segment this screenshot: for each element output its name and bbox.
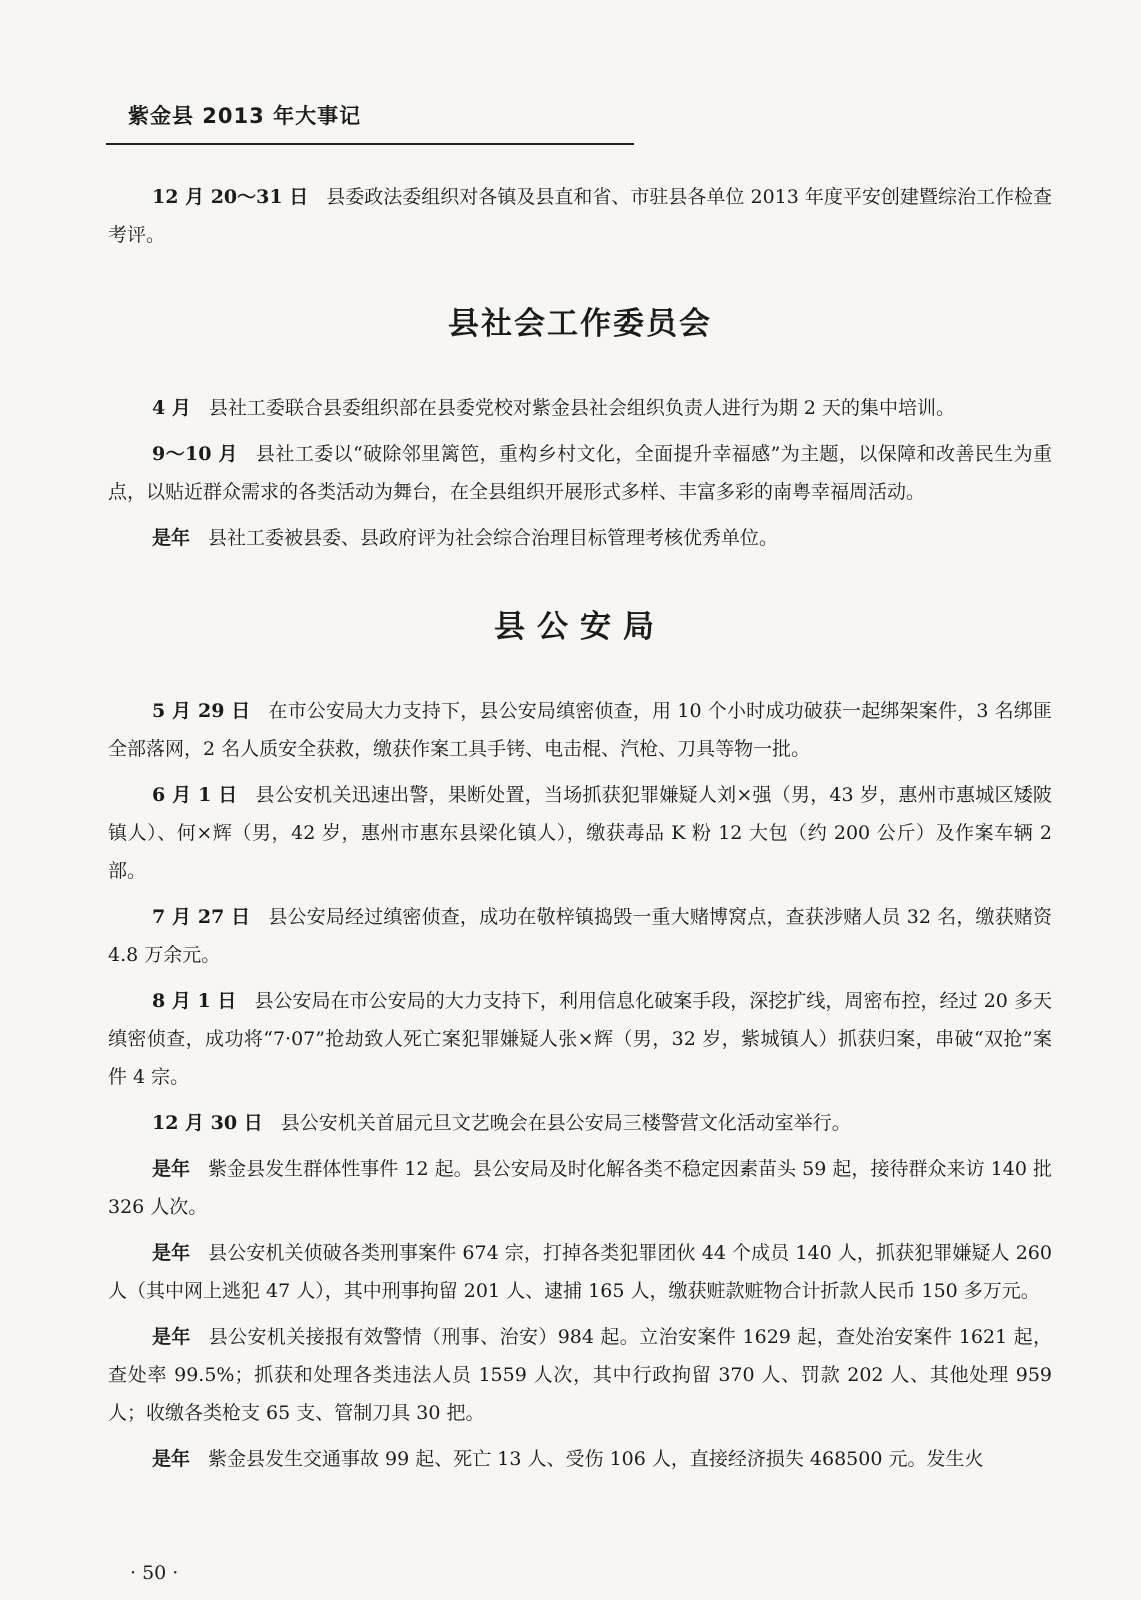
page-number: · 50 · bbox=[130, 1562, 179, 1584]
section-heading: 县社会工作委员会 bbox=[448, 306, 712, 342]
page-content bbox=[108, 178, 1052, 1486]
entry-text: 县公安机关接报有效警情（刑事、治安）984 起。立治安案件 1629 起，查处治安案件 1621 起，查处率 99.5%；抓获和处理各类违法人员 1559 人次，其中行政拘留 370 人、罚款 202 人、其他处理 959 人；收缴各类枪支 65 支、管制刀具 30 把。 bbox=[108, 1326, 1052, 1424]
chronicle-entry bbox=[108, 389, 1052, 427]
header-rule bbox=[106, 143, 634, 145]
entry-date: 是年 bbox=[152, 527, 191, 549]
entry-date: 9～10 月 bbox=[152, 443, 238, 465]
chronicle-entry bbox=[108, 519, 1052, 557]
entry-text: 县社工委被县委、县政府评为社会综合治理目标管理考核优秀单位。 bbox=[208, 527, 779, 549]
entry-date: 12 月 20～31 日 bbox=[152, 186, 309, 208]
chronicle-entry bbox=[108, 982, 1052, 1096]
entry-date: 7 月 27 日 bbox=[152, 906, 251, 928]
entry-date: 是年 bbox=[152, 1158, 191, 1180]
entry-text: 县公安机关首届元旦文艺晚会在县公安局三楼警营文化活动室举行。 bbox=[280, 1112, 851, 1134]
entry-text: 县公安局在市公安局的大力支持下，利用信息化破案手段，深挖扩线，周密布控，经过 20 多天缜密侦查，成功将“7·07”抢劫致人死亡案犯罪嫌疑人张×辉（男，32 岁，紫城镇人）抓获归案，串破“双抢”案件 4 宗。 bbox=[108, 990, 1052, 1088]
entry-date: 12 月 30 日 bbox=[152, 1112, 263, 1134]
chronicle-entry bbox=[108, 1150, 1052, 1226]
chronicle-entry bbox=[108, 1440, 1052, 1478]
entry-text: 县社工委以“破除邻里篱笆，重构乡村文化，全面提升幸福感”为主题，以保障和改善民生为重点，以贴近群众需求的各类活动为舞台，在全县组织开展形式多样、丰富多彩的南粤幸福周活动。 bbox=[108, 443, 1052, 503]
entry-date: 是年 bbox=[152, 1448, 191, 1470]
entry-date: 8 月 1 日 bbox=[152, 990, 237, 1012]
chronicle-entry bbox=[108, 898, 1052, 974]
entry-text: 县委政法委组织对各镇及县直和省、市驻县各单位 2013 年度平安创建暨综治工作检查考评。 bbox=[108, 186, 1052, 246]
section-heading: 县公安局 bbox=[494, 609, 666, 645]
entry-date: 是年 bbox=[152, 1242, 191, 1264]
entry-date: 是年 bbox=[152, 1326, 191, 1348]
chronicle-entry bbox=[108, 435, 1052, 511]
entry-text: 紫金县发生群体性事件 12 起。县公安局及时化解各类不稳定因素苗头 59 起，接待群众来访 140 批 326 人次。 bbox=[108, 1158, 1052, 1218]
entry-text: 县公安局经过缜密侦查，成功在敬梓镇捣毁一重大赌博窝点，查获涉赌人员 32 名，缴获赌资 4.8 万余元。 bbox=[108, 906, 1052, 966]
chronicle-entry bbox=[108, 178, 1052, 254]
entry-date: 4 月 bbox=[152, 397, 191, 419]
chronicle-entry bbox=[108, 1234, 1052, 1310]
entry-text: 在市公安局大力支持下，县公安局缜密侦查，用 10 个小时成功破获一起绑架案件，3 名绑匪全部落网，2 名人质安全获救，缴获作案工具手铐、电击棍、汽枪、刀具等物一批。 bbox=[108, 700, 1052, 760]
chronicle-entry bbox=[108, 1104, 1052, 1142]
entry-date: 6 月 1 日 bbox=[152, 784, 238, 806]
chronicle-entry bbox=[108, 1318, 1052, 1432]
entry-text: 县公安机关侦破各类刑事案件 674 宗，打掉各类犯罪团伙 44 个成员 140 人，抓获犯罪嫌疑人 260 人（其中网上逃犯 47 人），其中刑事拘留 201 人、逮捕 165 人，缴获赃款赃物合计折款人民币 150 多万元。 bbox=[108, 1242, 1052, 1302]
chronicle-entry bbox=[108, 776, 1052, 890]
entry-text: 紫金县发生交通事故 99 起、死亡 13 人、受伤 106 人，直接经济损失 468500 元。发生火 bbox=[208, 1448, 984, 1470]
entry-text: 县社工委联合县委组织部在县委党校对紫金县社会组织负责人进行为期 2 天的集中培训。 bbox=[208, 397, 956, 419]
entry-date: 5 月 29 日 bbox=[152, 700, 251, 722]
entry-text: 县公安机关迅速出警，果断处置，当场抓获犯罪嫌疑人刘×强（男，43 岁，惠州市惠城区矮陂镇人）、何×辉（男，42 岁，惠州市惠东县梁化镇人），缴获毒品 K 粉 12 大包（约 200 公斤）及作案车辆 2 部。 bbox=[108, 784, 1052, 882]
running-head: 紫金县 2013 年大事记 bbox=[128, 104, 362, 128]
chronicle-entry bbox=[108, 692, 1052, 768]
